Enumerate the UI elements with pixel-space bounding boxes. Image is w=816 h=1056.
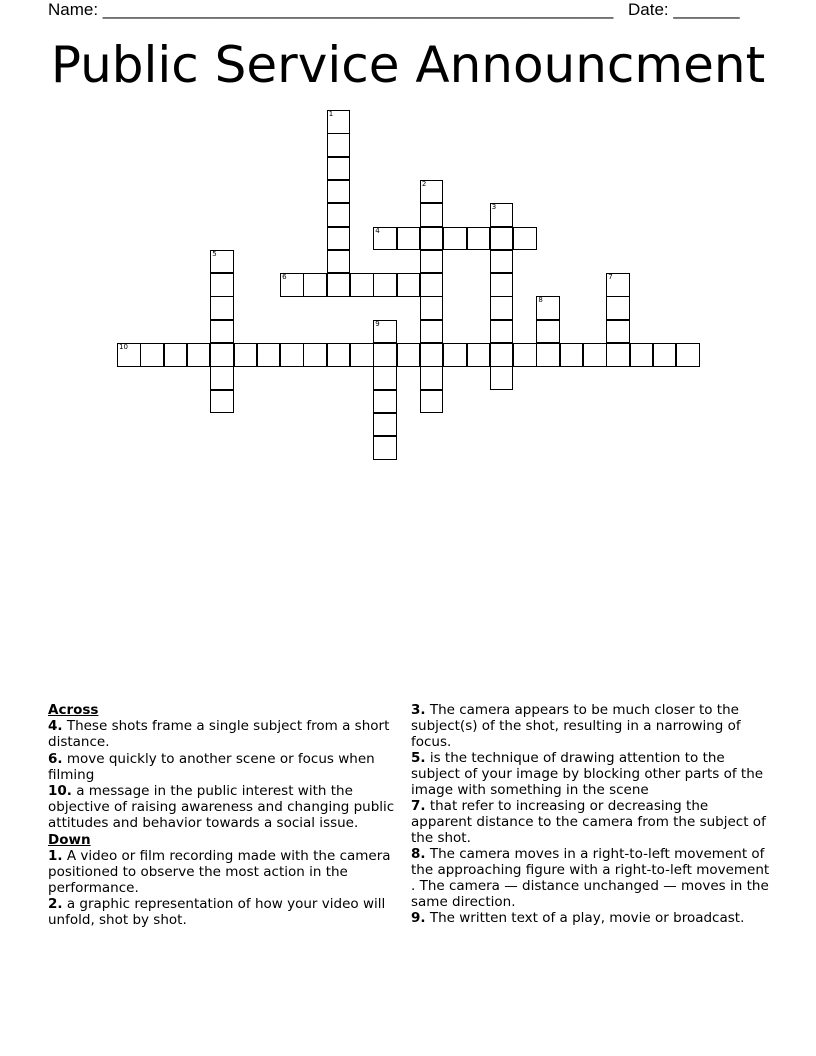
crossword-cell[interactable] [373,366,397,390]
crossword-cell[interactable] [606,320,630,344]
crossword-cell[interactable] [467,343,491,367]
crossword-cell[interactable] [490,227,514,251]
crossword-cell[interactable] [606,296,630,320]
crossword-cell[interactable] [490,296,514,320]
clue-text: The camera moves in a right-to-left movement of the approaching figure with a right-to-left movement . The camera — distance unchanged — moves in the same direction. [411,846,770,910]
clue-text: A video or film recording made with the camera positioned to observe the most action in the performance. [48,847,391,896]
crossword-cell[interactable] [373,320,397,344]
crossword-cell[interactable] [490,320,514,344]
clue-across-6 [48,751,400,783]
crossword-cell[interactable] [420,320,444,344]
clue-across-4 [48,718,400,750]
crossword-cell[interactable] [117,343,141,367]
clue-across-10 [48,783,400,831]
crossword-cell[interactable] [373,436,397,460]
crossword-cell[interactable] [373,413,397,437]
crossword-cell[interactable] [327,273,351,297]
clue-text: The written text of a play, movie or broadcast. [429,910,745,926]
crossword-cell[interactable] [210,320,234,344]
clue-number: 2. [48,896,63,912]
crossword-cell[interactable] [210,366,234,390]
clue-text: a graphic representation of how your video will unfold, shot by shot. [48,896,386,928]
crossword-cell[interactable] [397,273,421,297]
crossword-cell[interactable] [420,390,444,414]
crossword-cell[interactable] [420,250,444,274]
crossword-cell[interactable] [420,273,444,297]
crossword-cell[interactable] [303,273,327,297]
crossword-cell[interactable] [210,296,234,320]
crossword-cell[interactable] [373,273,397,297]
crossword-cell[interactable] [327,343,351,367]
crossword-cell[interactable] [327,180,351,204]
clue-down-5 [411,750,771,798]
crossword-cell[interactable] [536,320,560,344]
crossword-cell[interactable] [327,133,351,157]
clue-text: move quickly to another scene or focus when filming [48,750,375,783]
clue-text: is the technique of drawing attention to the subject of your image by blocking other parts of the image with something in the scene [411,750,764,798]
cell-number: 1 [328,110,334,118]
crossword-cell[interactable] [210,343,234,367]
crossword-cell[interactable] [397,227,421,251]
crossword-cell[interactable] [560,343,584,367]
cell-number: 5 [212,249,217,258]
crossword-cell[interactable] [373,343,397,367]
clue-number: 10. [48,783,72,799]
clue-number: 6. [48,750,63,767]
crossword-cell[interactable] [350,343,374,367]
crossword-cell[interactable] [234,343,258,367]
crossword-cell[interactable] [490,343,514,367]
crossword-cell[interactable] [630,343,654,367]
cell-number: 2 [421,179,427,188]
crossword-cell[interactable] [513,227,537,251]
crossword-cell[interactable] [397,343,421,367]
crossword-cell[interactable] [280,343,304,367]
clue-number: 7. [411,798,426,814]
clue-number: 5. [411,750,426,766]
crossword-cell[interactable] [327,227,351,251]
clue-down-1 [48,848,400,896]
clue-text: These shots frame a single subject from a short distance. [48,718,390,750]
clues-right-column [411,702,771,926]
clue-down-2 [48,896,400,928]
crossword-cell[interactable] [653,343,677,367]
crossword-cell[interactable] [420,203,444,227]
clue-text: that refer to increasing or decreasing the apparent distance to the camera from the subject of the shot. [411,798,766,846]
clue-number: 9. [411,910,426,926]
crossword-cell[interactable] [606,273,630,297]
crossword-cell[interactable] [583,343,607,367]
cell-number: 8 [538,296,543,305]
crossword-cell[interactable] [303,343,327,367]
crossword-cell[interactable] [467,227,491,251]
date-field[interactable]: Date: _______ [628,0,740,19]
crossword-cell[interactable] [676,343,700,367]
crossword-cell[interactable] [187,343,211,367]
crossword-cell[interactable] [210,250,234,274]
crossword-grid [0,0,816,480]
cell-number: 9 [375,319,380,328]
crossword-cell[interactable] [327,250,351,274]
crossword-cell[interactable] [327,157,351,181]
name-field[interactable]: Name: ______________________________________________________ [48,0,614,19]
cell-number: 7 [608,273,613,282]
down-heading: Down [48,831,91,848]
crossword-cell[interactable] [490,366,514,390]
clue-text: The camera appears to be much closer to the subject(s) of the shot, resulting in a narrowing of focus. [411,702,741,750]
crossword-cell[interactable] [420,343,444,367]
crossword-cell[interactable] [420,180,444,204]
crossword-cell[interactable] [327,203,351,227]
clue-down-7 [411,798,771,846]
clues-left-column [48,702,400,929]
crossword-cell[interactable] [373,390,397,414]
cell-number: 10 [119,343,128,351]
clue-number: 3. [411,702,426,718]
cell-number: 3 [491,203,497,212]
across-heading: Across [48,702,99,718]
crossword-cell[interactable] [350,273,374,297]
crossword-cell[interactable] [164,343,188,367]
cell-number: 6 [282,273,287,282]
clue-text: a message in the public interest with the objective of raising awareness and changing public attitudes and behavior towards a social issue. [48,783,395,831]
crossword-cell[interactable] [257,343,281,367]
clue-down-8 [411,846,771,910]
clue-number: 1. [48,847,63,864]
crossword-cell[interactable] [443,343,467,367]
crossword-cell[interactable] [420,296,444,320]
clue-down-3 [411,702,771,750]
crossword-cell[interactable] [513,343,537,367]
crossword-cell[interactable] [140,343,164,367]
crossword-cell[interactable] [536,343,560,367]
crossword-cell[interactable] [327,110,351,134]
clue-number: 4. [48,718,63,734]
clue-down-9 [411,910,771,926]
crossword-cell[interactable] [606,343,630,367]
crossword-cell[interactable] [443,227,467,251]
crossword-cell[interactable] [490,250,514,274]
page-title: Public Service Announcment [50,36,766,94]
crossword-cell[interactable] [420,227,444,251]
crossword-cell[interactable] [210,390,234,414]
crossword-cell[interactable] [373,227,397,251]
crossword-cell[interactable] [490,273,514,297]
crossword-cell[interactable] [420,366,444,390]
crossword-cell[interactable] [280,273,304,297]
cell-number: 4 [375,226,380,235]
clue-number: 8. [411,846,426,862]
crossword-cell[interactable] [210,273,234,297]
crossword-cell[interactable] [490,203,514,227]
crossword-cell[interactable] [536,296,560,320]
